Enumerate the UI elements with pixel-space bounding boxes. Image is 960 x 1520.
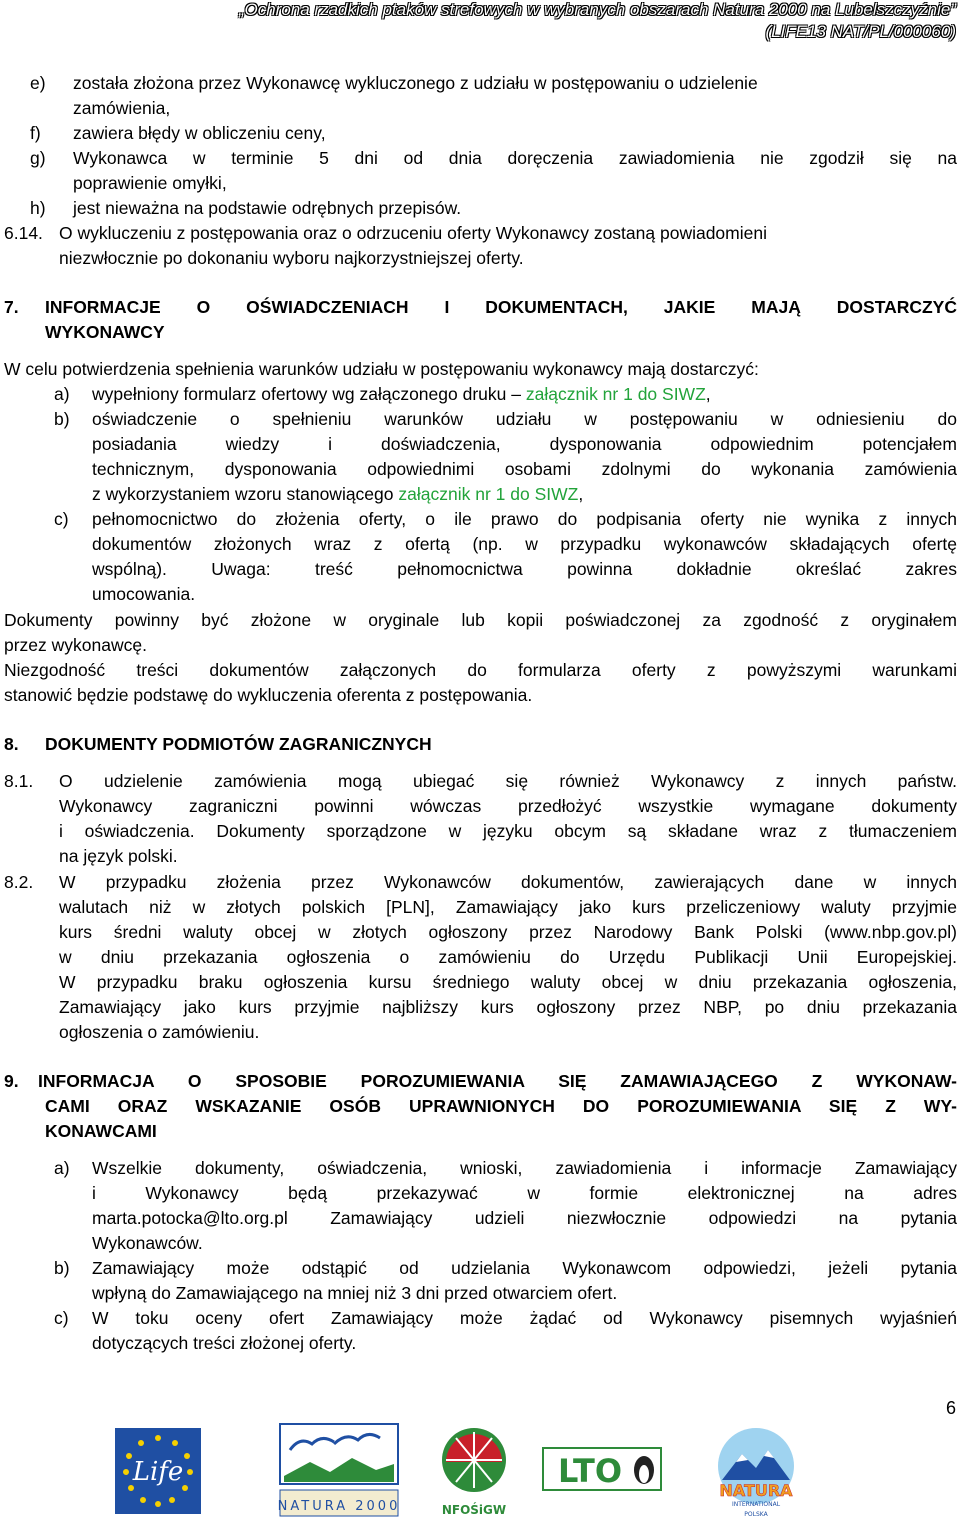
paragraph-8-2-cont: walutach niż w złotych polskich [PLN], Zamawiający jako kurs przeliczeniowy waluty przyjmie [59, 897, 957, 917]
list-marker: g) [30, 148, 46, 168]
paragraph-8-2-cont: w dniu przekazania ogłoszenia o zamówieniu do Urzędu Publikacji Unii Europejskiej. [59, 947, 957, 967]
natura-2000-logo [278, 1424, 401, 1516]
list-item-c: pełnomocnictwo do złożenia oferty, o ile prawo do podpisania oferty nie wynika z innych [92, 509, 957, 529]
section-9-heading-cont: KONAWCAMI [45, 1121, 157, 1141]
paragraph-number: 6.14. [4, 223, 43, 243]
natura-international-title: NATURA [719, 1481, 793, 1500]
paragraph-8-2-cont: W przypadku braku ogłoszenia kursu średniego waluty obcej w dniu przekazania ogłoszenia, [59, 972, 957, 992]
paragraph-documents: Dokumenty powinny być złożone w oryginale lub kopii poświadczonej za zgodność z oryginałem [4, 610, 957, 630]
paragraph-8-1-cont: Wykonawcy zagraniczni powinni wówczas przedłożyć wszystkie wymagane dokumenty [59, 796, 957, 816]
list-marker: c) [54, 509, 69, 529]
section-9-heading-cont: CAMI ORAZ WSKAZANIE OSÓB UPRAWNIONYCH DO POROZUMIEWANIA SIĘ Z WY- [45, 1096, 957, 1116]
list-item-c-cont: dokumentów złożonych wraz z ofertą (np. w przypadku wykonawców składających ofertę [92, 534, 957, 554]
list-item-b-cont: wpłyną do Zamawiającego na mniej niż 3 dni przed otwarciem ofert. [92, 1283, 618, 1303]
list-item-b-cont: z wykorzystaniem wzoru stanowiącego załącznik nr 1 do SIWZ, [92, 484, 584, 504]
list-marker: a) [54, 1158, 70, 1178]
list-item-c-cont: wspólną). Uwaga: treść pełnomocnictwa powinna dokładnie określać zakres [92, 559, 957, 579]
list-item-a-cont: i Wykonawcy będą przekazywać w formie elektronicznej na adres [92, 1183, 957, 1203]
life-logo-text: Life [132, 1457, 184, 1487]
attachment-link[interactable]: załącznik nr 1 do SIWZ [398, 484, 579, 504]
list-item-a-cont: marta.potocka@lto.org.pl Zamawiający udzieli niezwłocznie odpowiedzi na pytania [92, 1208, 957, 1228]
paragraph-8-1: O udzielenie zamówienia mogą ubiegać się również Wykonawcy z innych państw. [59, 771, 957, 791]
list-marker: h) [30, 198, 46, 218]
list-item-h: jest nieważna na podstawie odrębnych przepisów. [73, 198, 462, 218]
header-project-code: (LIFE13 NAT/PL/000060) [765, 22, 956, 41]
lto-text: LTO [557, 1452, 623, 1490]
list-item-a-cont: Wykonawców. [92, 1233, 203, 1253]
list-item-b: Zamawiający może odstąpić od udzielania Wykonawcom odpowiedzi, jeżeli pytania [92, 1258, 957, 1278]
list-item-b-cont: posiadania wiedzy i doświadczenia, dysponowania odpowiednim potencjałem [92, 434, 957, 454]
paragraph-8-1-cont: i oświadczenia. Dokumenty sporządzone w języku obcym są składane wraz z tłumaczeniem [59, 821, 957, 841]
section-number: 7. [4, 297, 19, 317]
list-item-c-cont: umocowania. [92, 584, 196, 604]
section-number: 9. [4, 1071, 19, 1091]
attachment-link[interactable]: załącznik nr 1 do SIWZ [525, 384, 706, 404]
section-8-heading: DOKUMENTY PODMIOTÓW ZAGRANICZNYCH [45, 734, 432, 754]
list-item-c-cont: dotyczących treści złożonej oferty. [92, 1333, 357, 1353]
natura-international-logo [718, 1428, 794, 1518]
lto-logo [543, 1448, 661, 1490]
natura-international-country: POLSKA [744, 1511, 768, 1518]
paragraph-8-1-cont: na język polski. [59, 846, 178, 866]
list-item-g: Wykonawca w terminie 5 dni od dnia doręczenia zawiadomienia nie zgodził się na [73, 148, 957, 168]
list-marker: b) [54, 1258, 70, 1278]
paragraph-8-2-cont: Zamawiający jako kurs przyjmie najbliższy kurs ogłoszony przez NBP, po dniu przekazania [59, 997, 957, 1017]
list-marker: b) [54, 409, 70, 429]
list-item-a: wypełniony formularz ofertowy wg załączonego druku – załącznik nr 1 do SIWZ, [92, 384, 711, 404]
paragraph-inconsistency: Niezgodność treści dokumentów załączonych do formularza oferty z powyższymi warunkami [4, 660, 957, 680]
list-item-c: W toku oceny ofert Zamawiający może żądać od Wykonawcy pisemnych wyjaśnień [92, 1308, 957, 1328]
paragraph-inconsistency-cont: stanowić będzie podstawę do wykluczenia oferenta z postępowania. [4, 685, 533, 705]
list-marker: a) [54, 384, 70, 404]
paragraph-8-2-cont: ogłoszenia o zamówieniu. [59, 1022, 260, 1042]
paragraph-6-14-cont: niezwłocznie po dokonaniu wyboru najkorzystniejszej oferty. [59, 248, 524, 268]
paragraph-number: 8.2. [4, 872, 34, 892]
list-marker: e) [30, 73, 46, 93]
page-number: 6 [945, 1398, 956, 1418]
nfosigw-logo [442, 1428, 506, 1517]
list-marker: c) [54, 1308, 69, 1328]
list-marker: f) [30, 123, 41, 143]
life-logo [115, 1428, 201, 1514]
section-9-heading: INFORMACJA O SPOSOBIE POROZUMIEWANIA SIĘ ZAMAWIAJĄCEGO Z WYKONAW- [38, 1071, 957, 1091]
list-item-e: została złożona przez Wykonawcę wykluczonego z udziału w postępowaniu o udzielenie [73, 73, 758, 93]
paragraph-8-2: W przypadku złożenia przez Wykonawców dokumentów, zawierających dane w innych [59, 872, 957, 892]
section-7-intro: W celu potwierdzenia spełnienia warunków udziału w postępowaniu wykonawcy mają dostarczyć: [4, 359, 759, 379]
natura-2000-text: NATURA 2000 [277, 1499, 401, 1514]
list-item-b-cont: technicznym, dysponowania odpowiednimi osobami zdolnymi do wykonania zamówienia [92, 459, 957, 479]
natura-international-sub: INTERNATIONAL [731, 1501, 781, 1508]
sponsor-logos [0, 1420, 960, 1520]
paragraph-6-14: O wykluczeniu z postępowania oraz o odrzuceniu oferty Wykonawcy zostaną powiadomieni [59, 223, 767, 243]
section-number: 8. [4, 734, 19, 754]
section-7-heading-cont: WYKONAWCY [45, 322, 165, 342]
nfosigw-text: NFOŚiGW [441, 1503, 507, 1517]
list-item-f: zawiera błędy w obliczeniu ceny, [73, 123, 326, 143]
section-7-heading: INFORMACJE O OŚWIADCZENIACH I DOKUMENTACH, JAKIE MAJĄ DOSTARCZYĆ [45, 297, 957, 317]
list-item-b: oświadczenie o spełnieniu warunków udziału w postępowaniu w odniesieniu do [92, 409, 957, 429]
list-item-g-cont: poprawienie omyłki, [73, 173, 227, 193]
paragraph-number: 8.1. [4, 771, 34, 791]
header-project-title: „Ochrona rzadkich ptaków strefowych w wybranych obszarach Natura 2000 na Lubelszczyźnie” [238, 0, 956, 19]
paragraph-documents-cont: przez wykonawcę. [4, 635, 147, 655]
list-item-e-cont: zamówienia, [73, 98, 171, 118]
list-item-a: Wszelkie dokumenty, oświadczenia, wnioski, zawiadomienia i informacje Zamawiający [92, 1158, 957, 1178]
paragraph-8-2-cont: kurs średni waluty obcej w złotych ogłoszony przez Narodowy Bank Polski (www.nbp.gov.pl) [59, 922, 957, 942]
